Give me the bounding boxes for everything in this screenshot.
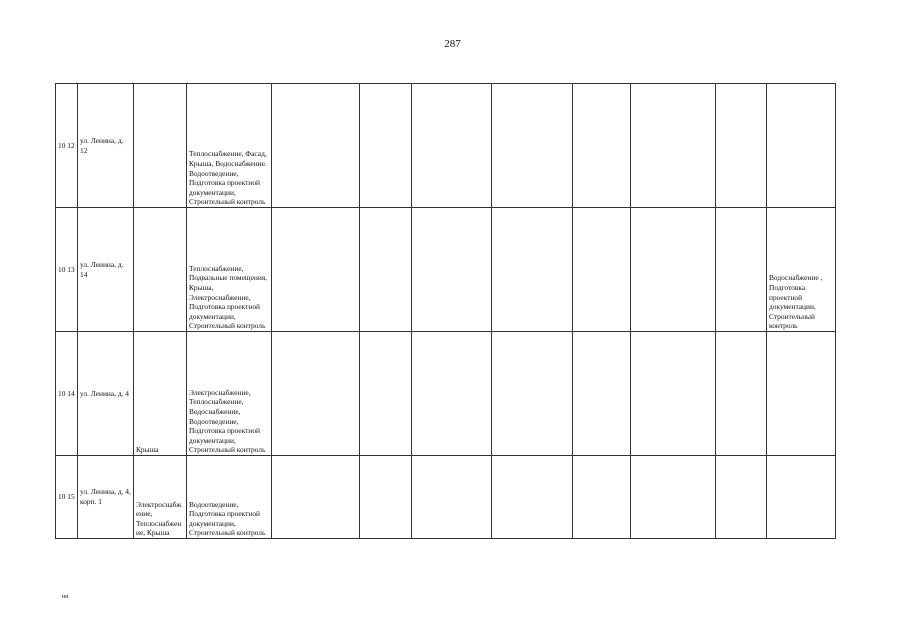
empty-cell — [360, 456, 412, 539]
table-row — [56, 208, 836, 332]
empty-cell — [716, 84, 767, 208]
works-cell — [187, 456, 272, 539]
empty-cell — [573, 208, 631, 332]
address-text: ул. Ленина, д. 12 — [80, 135, 124, 155]
row-number-cell — [56, 208, 78, 332]
empty-cell — [716, 456, 767, 539]
empty-cell — [360, 208, 412, 332]
works-cell — [187, 208, 272, 332]
empty-cell — [412, 208, 492, 332]
row-number-cell — [56, 84, 78, 208]
works-cell — [134, 456, 187, 539]
row-number-cell — [56, 332, 78, 456]
table-row — [56, 332, 836, 456]
works-list-text: Водоснабжение , Подготовка проектной документации, Строительный контроль — [769, 273, 823, 331]
empty-cell — [272, 208, 360, 332]
empty-cell — [412, 456, 492, 539]
empty-cell — [573, 332, 631, 456]
works-cell — [134, 332, 187, 456]
empty-cell — [360, 332, 412, 456]
empty-cell — [716, 332, 767, 456]
works-cell — [767, 208, 836, 332]
row-number-prefix: 10 — [58, 264, 66, 274]
row-number-prefix: 10 — [58, 388, 66, 398]
row-number-suffix: 15 — [67, 492, 75, 502]
empty-cell — [272, 456, 360, 539]
row-number-suffix: 13 — [67, 264, 75, 274]
works-cell — [767, 456, 836, 539]
empty-cell — [492, 208, 573, 332]
empty-cell — [412, 84, 492, 208]
row-number-prefix: 10 — [58, 492, 66, 502]
row-number-prefix: 10 — [58, 140, 66, 150]
works-list-text: Теплоснабжение, Подвальные помещения, Крыша, Электроснабжение, Подготовка проектной документации, Строительный контроль — [189, 263, 268, 331]
empty-cell — [492, 456, 573, 539]
row-number-suffix: 12 — [67, 140, 75, 150]
empty-cell — [716, 208, 767, 332]
row-number-cell — [56, 456, 78, 539]
empty-cell — [631, 84, 716, 208]
works-list-text: Электроснабжение, Теплоснабжение, Крыша — [136, 499, 182, 538]
works-list-text: Водоотведение, Подготовка проектной документации, Строительный контроль — [189, 499, 266, 538]
works-list-text: Крыша — [136, 445, 159, 455]
empty-cell — [573, 456, 631, 539]
empty-cell — [412, 332, 492, 456]
works-cell — [767, 84, 836, 208]
empty-cell — [492, 332, 573, 456]
works-list-text: Теплоснабжение, Фасад, Крыша, Водоснабжение. Водоотведение, Подготовка проектной документации, Строительный контроль — [189, 149, 267, 207]
address-cell — [78, 332, 134, 456]
address-cell — [78, 84, 134, 208]
empty-cell — [272, 84, 360, 208]
footer-mark: нн — [62, 594, 69, 600]
table-row — [56, 456, 836, 539]
empty-cell — [272, 332, 360, 456]
empty-cell — [631, 456, 716, 539]
works-cell — [134, 84, 187, 208]
address-text: ул. Ленина, д. 4, корп. 1 — [80, 487, 131, 506]
address-cell — [78, 208, 134, 332]
row-number-suffix: 14 — [67, 388, 75, 398]
page-number: 287 — [444, 38, 461, 50]
empty-cell — [573, 84, 631, 208]
works-table — [55, 83, 836, 539]
empty-cell — [631, 332, 716, 456]
address-cell — [78, 456, 134, 539]
works-cell — [187, 84, 272, 208]
address-text: ул. Ленина, д. 14 — [80, 259, 124, 279]
empty-cell — [360, 84, 412, 208]
empty-cell — [631, 208, 716, 332]
empty-cell — [492, 84, 573, 208]
works-cell — [767, 332, 836, 456]
works-cell — [134, 208, 187, 332]
works-cell — [187, 332, 272, 456]
works-list-text: Электроснабжение, Теплоснабжение, Водоснабжение, Водоотведение, Подготовка проектной документации, Строительный контроль — [189, 387, 266, 455]
address-text: ул. Ленина, д. 4 — [80, 388, 129, 398]
table-row — [56, 84, 836, 208]
